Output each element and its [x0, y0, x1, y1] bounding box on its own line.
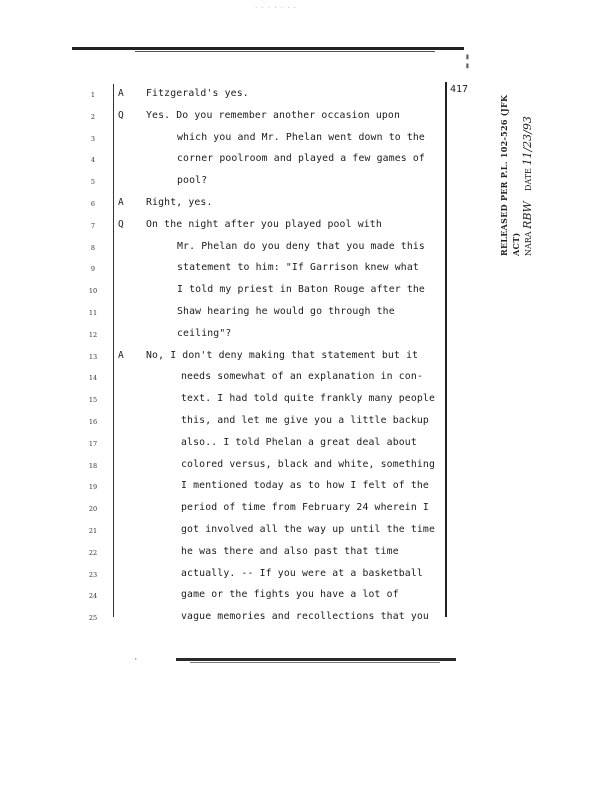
transcript-line: [0, 132, 612, 146]
stamp-name-signature: RBW: [521, 201, 534, 229]
transcript-line: [0, 153, 612, 167]
line-text: On the night after you played pool with: [146, 219, 382, 230]
line-text: got involved all the way up until the time: [181, 524, 436, 535]
line-number: 8: [90, 244, 96, 252]
line-number: 24: [88, 592, 98, 600]
line-number: 10: [88, 287, 98, 295]
line-text: needs somewhat of an explanation in con-: [181, 371, 423, 382]
transcript-line: [0, 197, 612, 211]
line-number: 6: [90, 200, 96, 208]
scan-speck: ·: [133, 655, 139, 665]
line-number: 18: [88, 462, 98, 470]
line-text: statement to him: "If Garrison knew what: [177, 262, 419, 273]
line-text: also.. I told Phelan a great deal about: [181, 437, 417, 448]
transcript-line: [0, 371, 612, 385]
line-number: 3: [90, 135, 96, 143]
line-number: 12: [88, 331, 98, 339]
line-text: Shaw hearing he would go through the: [177, 306, 395, 317]
transcript-line: [0, 546, 612, 560]
transcript-line: [0, 284, 612, 298]
speaker-label: Q: [118, 219, 124, 230]
line-text: colored versus, black and white, something: [181, 459, 436, 470]
transcript-line: [0, 480, 612, 494]
stamp-release-line: RELEASED PER P.L. 102-526 (JFK ACT): [499, 94, 521, 256]
line-number: 17: [88, 440, 98, 448]
transcript-line: [0, 611, 612, 625]
transcript-line: [0, 437, 612, 451]
transcript-line: [0, 350, 612, 364]
transcript-line: [0, 88, 612, 102]
speaker-label: Q: [118, 110, 124, 121]
transcript-line: [0, 568, 612, 582]
top-rule: [72, 47, 464, 50]
line-text: I mentioned today as to how I felt of the: [181, 480, 429, 491]
line-number: 9: [90, 265, 96, 273]
line-text: period of time from February 24 wherein I: [181, 502, 429, 513]
line-text: actually. -- If you were at a basketball: [181, 568, 423, 579]
transcript-line: [0, 502, 612, 516]
margin-marks: ▮ ▮: [465, 52, 470, 70]
line-number: 20: [88, 505, 98, 513]
bottom-rule: [176, 658, 456, 661]
line-text: Mr. Phelan do you deny that you made this: [177, 241, 425, 252]
line-number: 14: [88, 374, 98, 382]
line-text: corner poolroom and played a few games of: [177, 153, 425, 164]
line-number: 15: [88, 396, 98, 404]
line-text: ceiling"?: [177, 328, 232, 339]
line-text: vague memories and recollections that you: [181, 611, 429, 622]
transcript-line: [0, 306, 612, 320]
transcript-line: [0, 241, 612, 255]
transcript-line: [0, 328, 612, 342]
page-number: 417: [450, 84, 469, 95]
line-text: Right, yes.: [146, 197, 213, 208]
bottom-rule-thin: [190, 662, 440, 663]
line-number: 23: [88, 571, 98, 579]
line-text: No, I don't deny making that statement but it: [146, 350, 419, 361]
line-number: 2: [90, 113, 96, 121]
transcript-line: [0, 175, 612, 189]
transcript-line: [0, 459, 612, 473]
line-number: 4: [90, 156, 96, 164]
speaker-label: A: [118, 88, 124, 99]
line-number: 16: [88, 418, 98, 426]
line-number: 22: [88, 549, 98, 557]
line-number: 21: [88, 527, 98, 535]
line-number: 13: [88, 353, 98, 361]
line-number: 5: [90, 178, 96, 186]
line-text: Fitzgerald's yes.: [146, 88, 249, 99]
transcript-line: [0, 415, 612, 429]
line-text: he was there and also past that time: [181, 546, 399, 557]
line-number: 11: [88, 309, 98, 317]
line-text: Yes. Do you remember another occasion upon: [146, 110, 401, 121]
line-number: 25: [88, 614, 98, 622]
line-number: 19: [88, 483, 98, 491]
transcript-line: [0, 589, 612, 603]
speaker-label: A: [118, 350, 124, 361]
stamp-date-label: DATE: [524, 168, 533, 192]
top-scan-smudge: · · · · · · ·: [255, 4, 297, 12]
stamp-name-label: NARA: [524, 231, 533, 256]
line-number: 7: [90, 222, 96, 230]
speaker-label: A: [118, 197, 124, 208]
line-text: pool?: [177, 175, 208, 186]
transcript-line: [0, 262, 612, 276]
stamp-date-value: 11/23/93: [521, 116, 534, 166]
line-text: text. I had told quite frankly many people: [181, 393, 436, 404]
top-rule-thin: [135, 51, 435, 52]
line-text: this, and let me give you a little backup: [181, 415, 429, 426]
line-text: which you and Mr. Phelan went down to the: [177, 132, 425, 143]
line-text: I told my priest in Baton Rouge after the: [177, 284, 425, 295]
transcript-line: [0, 110, 612, 124]
line-number: 1: [90, 91, 96, 99]
line-text: game or the fights you have a lot of: [181, 589, 399, 600]
transcript-line: [0, 219, 612, 233]
transcript-line: [0, 524, 612, 538]
transcript-line: [0, 393, 612, 407]
